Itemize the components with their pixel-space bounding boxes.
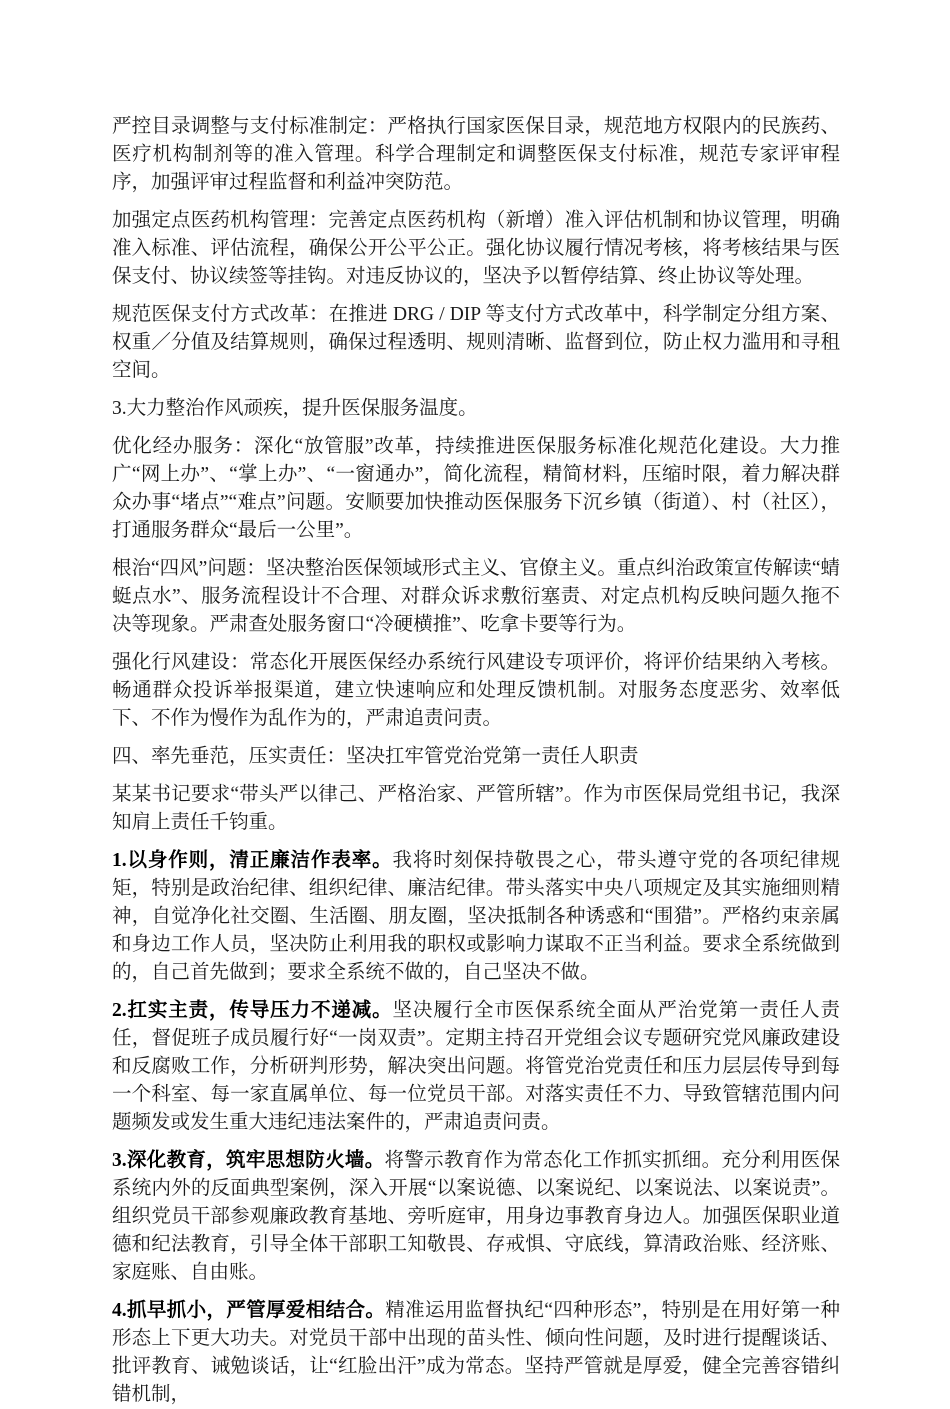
paragraph-text: 根治“四风”问题：坚决整治医保领域形式主义、官僚主义。重点纠治政策宣传解读“蜻蜓点水”、服务流程设计不合理、对群众诉求敷衍塞责、对定点机构反映问题久拖不决等现象。严肃查处服务窗口“冷硬横推”、吃拿卡要等行为。 bbox=[112, 558, 840, 635]
paragraph-item-2-main-responsibility bbox=[112, 997, 840, 1137]
paragraph-text: 四、率先垂范，压实责任：坚决扛牢管党治党第一责任人职责 bbox=[112, 746, 639, 767]
paragraph-bold-lead: 4.抓早抓小，严管厚爱相结合。 bbox=[112, 1300, 386, 1321]
paragraph-bold-lead: 3.深化教育，筑牢思想防火墙。 bbox=[112, 1150, 385, 1171]
paragraph-catalog-adjustment bbox=[112, 113, 840, 197]
paragraph-item-4-early-and-small bbox=[112, 1297, 840, 1409]
paragraph-item-1-lead-by-example bbox=[112, 847, 840, 987]
paragraph-secretary-requirement bbox=[112, 781, 840, 837]
paragraph-heading-item-3 bbox=[112, 395, 840, 423]
paragraph-designated-institution-management bbox=[112, 207, 840, 291]
paragraph-text: 坚决履行全市医保系统全面从严治党第一责任人责任，督促班子成员履行好“一岗双责”。定期主持召开党组会议专题研究党风廉政建设和反腐败工作，分析研判形势，解决突出问题。将管党治党责任和压力层层传导到每一个科室、每一家直属单位、每一位党员干部。对落实责任不力、导致管辖范围内问题频发或发生重大违纪违法案件的，严肃追责问责。 bbox=[112, 1000, 840, 1133]
paragraph-text: 加强定点医药机构管理：完善定点医药机构（新增）准入评估机制和协议管理，明确准入标准、评估流程，确保公开公平公正。强化协议履行情况考核，将考核结果与医保支付、协议续签等挂钩。对违反协议的，坚决予以暂停结算、终止协议等处理。 bbox=[112, 210, 840, 287]
paragraph-text: 我将时刻保持敬畏之心，带头遵守党的各项纪律规矩，特别是政治纪律、组织纪律、廉洁纪律。带头落实中央八项规定及其实施细则精神，自觉净化社交圈、生活圈、朋友圈，坚决抵制各种诱惑和“围猎”。严格约束亲属和身边工作人员，坚决防止利用我的职权或影响力谋取不正当利益。要求全系统做到的，自己首先做到；要求全系统不做的，自己坚决不做。 bbox=[112, 850, 840, 983]
paragraph-text: 某某书记要求“带头严以律己、严格治家、严管所辖”。作为市医保局党组书记，我深知肩上责任千钧重。 bbox=[112, 784, 840, 833]
paragraph-four-winds-problem bbox=[112, 555, 840, 639]
paragraph-bold-lead: 2.扛实主责，传导压力不递减。 bbox=[112, 1000, 393, 1021]
paragraph-item-3-deepen-education bbox=[112, 1147, 840, 1287]
paragraph-text: 规范医保支付方式改革：在推进 DRG / DIP 等支付方式改革中，科学制定分组方案、权重／分值及结算规则，确保过程透明、规则清晰、监督到位，防止权力滥用和寻租空间。 bbox=[112, 304, 840, 381]
document-text-body bbox=[112, 113, 840, 1409]
paragraph-optimize-handling-service bbox=[112, 433, 840, 545]
paragraph-text: 严控目录调整与支付标准制定：严格执行国家医保目录，规范地方权限内的民族药、医疗机构制剂等的准入管理。科学合理制定和调整医保支付标准，规范专家评审程序，加强评审过程监督和利益冲突防范。 bbox=[112, 116, 840, 193]
paragraph-heading-section-four bbox=[112, 743, 840, 771]
paragraph-text: 精准运用监督执纪“四种形态”，特别是在用好第一种形态上下更大功夫。对党员干部中出现的苗头性、倾向性问题，及时进行提醒谈话、批评教育、诫勉谈话，让“红脸出汗”成为常态。坚持严管就是厚爱，健全完善容错纠错机制， bbox=[112, 1300, 840, 1405]
paragraph-payment-method-reform bbox=[112, 301, 840, 385]
paragraph-text: 强化行风建设：常态化开展医保经办系统行风建设专项评价，将评价结果纳入考核。畅通群众投诉举报渠道，建立快速响应和处理反馈机制。对服务态度恶劣、效率低下、不作为慢作为乱作为的，严肃追责问责。 bbox=[112, 652, 840, 729]
paragraph-bold-lead: 1.以身作则，清正廉洁作表率。 bbox=[112, 850, 393, 871]
paragraph-text: 3.大力整治作风顽疾，提升医保服务温度。 bbox=[112, 398, 478, 419]
paragraph-text: 优化经办服务：深化“放管服”改革，持续推进医保服务标准化规范化建设。大力推广“网上办”、“掌上办”、“一窗通办”，简化流程，精简材料，压缩时限，着力解决群众办事“堵点”“难点”问题。安顺要加快推动医保服务下沉乡镇（街道）、村（社区），打通服务群众“最后一公里”。 bbox=[112, 436, 840, 541]
paragraph-text: 将警示教育作为常态化工作抓实抓细。充分利用医保系统内外的反面典型案例，深入开展“以案说德、以案说纪、以案说法、以案说责”。组织党员干部参观廉政教育基地、旁听庭审，用身边事教育身边人。加强医保职业道德和纪法教育，引导全体干部职工知敬畏、存戒惧、守底线，算清政治账、经济账、家庭账、自由账。 bbox=[112, 1150, 840, 1283]
paragraph-strengthen-work-style bbox=[112, 649, 840, 733]
